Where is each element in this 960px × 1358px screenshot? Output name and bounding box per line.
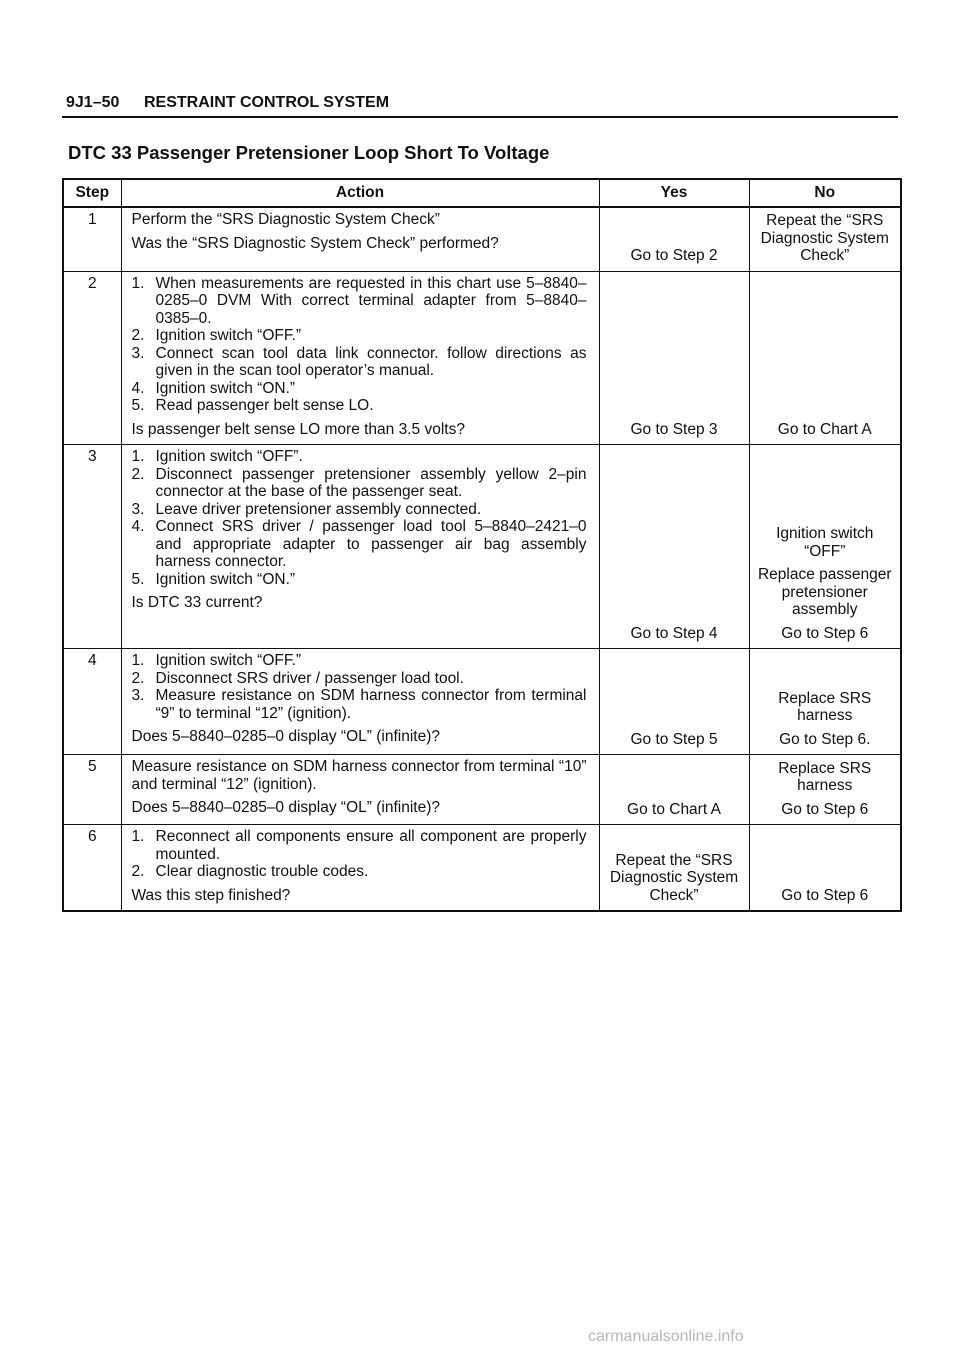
table-row: [63, 649, 901, 755]
no-result-text: Repeat the “SRS Diagnostic System Check”: [760, 212, 889, 264]
yes-result-cell: [599, 825, 749, 912]
no-result-text: Go to Step 6: [781, 886, 869, 904]
list-item: [132, 448, 587, 466]
list-item-number: 1.: [131, 448, 145, 465]
yes-result-text: Go to Step 5: [630, 730, 718, 748]
list-item-text: Ignition switch “OFF”.: [155, 448, 303, 465]
no-result-text: Replace SRS harness: [778, 759, 872, 794]
table-row: [63, 825, 901, 912]
list-item-number: 2.: [131, 465, 145, 483]
list-item: [132, 687, 587, 722]
watermark: carmanualsonline.info: [588, 1328, 744, 1345]
action-question: Is passenger belt sense LO more than 3.5 volts?: [131, 420, 465, 438]
action-question: Does 5–8840–0285–0 display “OL” (infinite)?: [131, 728, 440, 745]
list-item-text: Ignition switch “OFF.”: [155, 327, 302, 344]
action-question: Is DTC 33 current?: [131, 594, 263, 611]
list-item: [132, 828, 587, 863]
step-number: 1: [63, 207, 121, 271]
list-item-text: Ignition switch “ON.”: [155, 379, 296, 397]
step-number: 3: [63, 445, 121, 649]
action-steps-list: [132, 652, 587, 722]
action-cell: [121, 207, 599, 271]
step-number: 6: [63, 825, 121, 912]
yes-result-text: Go to Step 3: [630, 420, 718, 438]
action-text: Perform the “SRS Diagnostic System Check”: [131, 211, 440, 228]
no-result-text: Ignition switch “OFF”: [776, 525, 874, 560]
list-item-number: 5.: [131, 397, 145, 414]
yes-result-cell: [599, 649, 749, 755]
list-item-number: 2.: [131, 863, 145, 880]
no-result-cell: [749, 271, 901, 445]
list-item-number: 3.: [131, 687, 145, 704]
list-item-number: 4.: [131, 518, 145, 535]
yes-result-cell: [599, 445, 749, 649]
list-item-number: 2.: [131, 327, 145, 344]
step-number: 2: [63, 271, 121, 445]
section-title: RESTRAINT CONTROL SYSTEM: [144, 94, 390, 111]
no-result-cell: [749, 445, 901, 649]
action-cell: [121, 445, 599, 649]
action-cell: [121, 649, 599, 755]
no-result-text: Replace SRS harness: [778, 689, 872, 724]
no-result-cell: [749, 755, 901, 825]
table-row: [63, 445, 901, 649]
yes-result-text: Go to Step 4: [630, 624, 718, 642]
no-result-text: Go to Step 6: [781, 624, 869, 642]
list-item-number: 3.: [131, 344, 145, 362]
list-item-text: Disconnect passenger pretensioner assembly yellow 2–pin connector at the base of the passenger seat.: [155, 465, 587, 500]
table-row: [63, 271, 901, 445]
action-text: Measure resistance on SDM harness connector from terminal “10” and terminal “12” (ignition).: [131, 758, 587, 793]
no-result-cell: [749, 207, 901, 271]
list-item-text: Clear diagnostic trouble codes.: [155, 863, 369, 880]
list-item-number: 2.: [131, 669, 145, 687]
table-header-row: [63, 179, 901, 207]
yes-result-text: Go to Chart A: [627, 800, 721, 818]
action-cell: [121, 271, 599, 445]
list-item: [132, 466, 587, 501]
column-header-no: No: [749, 179, 901, 207]
yes-result-cell: [599, 755, 749, 825]
column-header-step: Step: [63, 179, 121, 207]
action-steps-list: [132, 448, 587, 588]
table-row: [63, 755, 901, 825]
list-item: [132, 652, 587, 670]
list-item-number: 4.: [131, 379, 145, 397]
yes-result-text: Go to Step 2: [630, 247, 718, 264]
action-cell: [121, 755, 599, 825]
column-header-yes: Yes: [599, 179, 749, 207]
list-item-text: Reconnect all components ensure all component are properly mounted.: [155, 828, 587, 863]
list-item-number: 3.: [131, 500, 145, 518]
yes-result-cell: [599, 271, 749, 445]
no-result-text: Go to Step 6: [781, 800, 869, 818]
list-item-text: Ignition switch “ON.”: [155, 570, 296, 588]
no-result-cell: [749, 825, 901, 912]
page-title: DTC 33 Passenger Pretensioner Loop Short To Voltage: [68, 142, 550, 163]
list-item: [132, 501, 587, 519]
list-item-number: 1.: [131, 828, 145, 845]
action-question: Was this step finished?: [131, 886, 291, 904]
list-item: [132, 571, 587, 589]
list-item-text: When measurements are requested in this chart use 5–8840–0285–0 DVM With correct terminal adapter from 5–8840–0385–0.: [155, 274, 587, 327]
no-result-cell: [749, 649, 901, 755]
step-number: 4: [63, 649, 121, 755]
column-header-action: Action: [121, 179, 599, 207]
list-item: [132, 397, 587, 415]
action-steps-list: [132, 275, 587, 415]
list-item: [132, 327, 587, 345]
yes-result-cell: [599, 207, 749, 271]
list-item-text: Ignition switch “OFF.”: [155, 652, 302, 669]
list-item-text: Disconnect SRS driver / passenger load tool.: [155, 669, 464, 687]
list-item-text: Measure resistance on SDM harness connector from terminal “9” to terminal “12” (ignition).: [155, 687, 587, 722]
no-result-text: Go to Step 6.: [779, 730, 871, 748]
diagnostic-table: [62, 178, 902, 912]
yes-result-text: Repeat the “SRS Diagnostic System Check”: [609, 851, 739, 904]
list-item: [132, 275, 587, 328]
list-item: [132, 380, 587, 398]
action-question: Was the “SRS Diagnostic System Check” performed?: [131, 234, 499, 252]
list-item: [132, 345, 587, 380]
list-item-number: 1.: [131, 652, 145, 669]
action-cell: [121, 825, 599, 912]
list-item-text: Connect SRS driver / passenger load tool 5–8840–2421–0 and appropriate adapter to passenger air bag assembly harness connector.: [155, 518, 587, 570]
table-row: [63, 207, 901, 271]
list-item-number: 5.: [131, 570, 145, 588]
no-result-text: Replace passenger pretensioner assembly: [757, 566, 892, 618]
page-number: 9J1–50: [66, 94, 120, 111]
list-item: [132, 863, 587, 881]
action-question: Does 5–8840–0285–0 display “OL” (infinite)?: [131, 799, 440, 816]
list-item-text: Connect scan tool data link connector. follow directions as given in the scan tool operator’s manual.: [155, 344, 587, 379]
list-item: [132, 670, 587, 688]
list-item-number: 1.: [131, 274, 145, 292]
list-item-text: Read passenger belt sense LO.: [155, 397, 374, 414]
step-number: 5: [63, 755, 121, 825]
action-steps-list: [132, 828, 587, 881]
list-item-text: Leave driver pretensioner assembly connected.: [155, 500, 482, 518]
list-item: [132, 518, 587, 571]
no-result-text: Go to Chart A: [777, 420, 872, 438]
page-header: [62, 92, 898, 118]
